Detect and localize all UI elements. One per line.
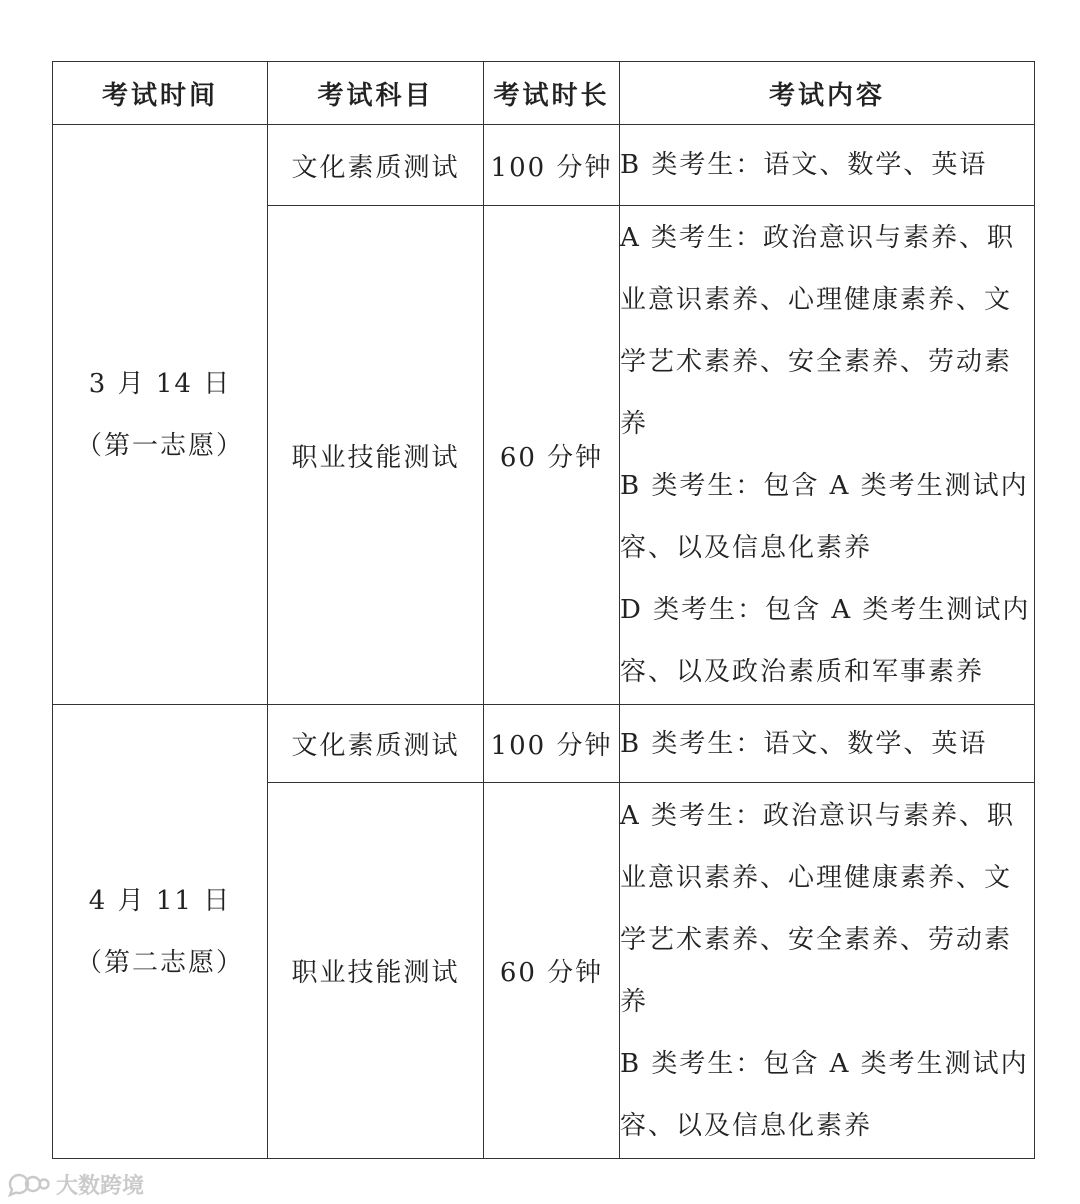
duration-cell: 100 分钟 (484, 125, 620, 206)
header-exam-time: 考试时间 (53, 62, 268, 125)
exam-date-cell (53, 125, 268, 705)
table-row (53, 705, 1035, 783)
exam-choice: （第二志愿） (75, 947, 244, 978)
content-cell (620, 705, 1035, 783)
content-paragraph: B 类考生：语文、数学、英语 (620, 150, 988, 180)
subject-cell: 职业技能测试 (268, 783, 484, 1159)
subject-cell: 文化素质测试 (268, 125, 484, 206)
duration-cell: 60 分钟 (484, 783, 620, 1159)
content-paragraph: B 类考生：包含 A 类考生测试内容、以及信息化素养 (620, 1048, 1029, 1141)
duration-cell: 100 分钟 (484, 705, 620, 783)
subject-cell: 文化素质测试 (268, 705, 484, 783)
header-exam-subject: 考试科目 (268, 62, 484, 125)
content-cell (620, 125, 1035, 206)
content-cell (620, 206, 1035, 705)
chat-bubble-icon (6, 1171, 50, 1197)
exam-date: 3 月 14 日 (88, 368, 232, 399)
content-paragraph: B 类考生：语文、数学、英语 (620, 728, 988, 759)
content-paragraph: A 类考生：政治意识与素养、职业意识素养、心理健康素养、文学艺术素养、安全素养、劳动素养 (620, 800, 1016, 1017)
table-row (53, 125, 1035, 206)
content-cell (620, 783, 1035, 1159)
header-row (53, 62, 1035, 125)
exam-date-cell (53, 705, 268, 1159)
content-paragraph: B 类考生：包含 A 类考生测试内容、以及信息化素养 (620, 471, 1029, 563)
subject-cell: 职业技能测试 (268, 206, 484, 705)
exam-schedule-table (52, 61, 1035, 1159)
exam-date: 4 月 11 日 (88, 885, 232, 916)
watermark (6, 1170, 144, 1198)
header-exam-content: 考试内容 (620, 62, 1035, 125)
content-paragraph: A 类考生：政治意识与素养、职业意识素养、心理健康素养、文学艺术素养、安全素养、劳动素养 (620, 223, 1016, 439)
exam-choice: （第一志愿） (75, 430, 244, 461)
watermark-text: 大数跨境 (56, 1173, 145, 1199)
header-exam-duration: 考试时长 (484, 62, 620, 125)
duration-cell: 60 分钟 (484, 206, 620, 705)
content-paragraph: D 类考生：包含 A 类考生测试内容、以及政治素质和军事素养 (620, 595, 1031, 687)
